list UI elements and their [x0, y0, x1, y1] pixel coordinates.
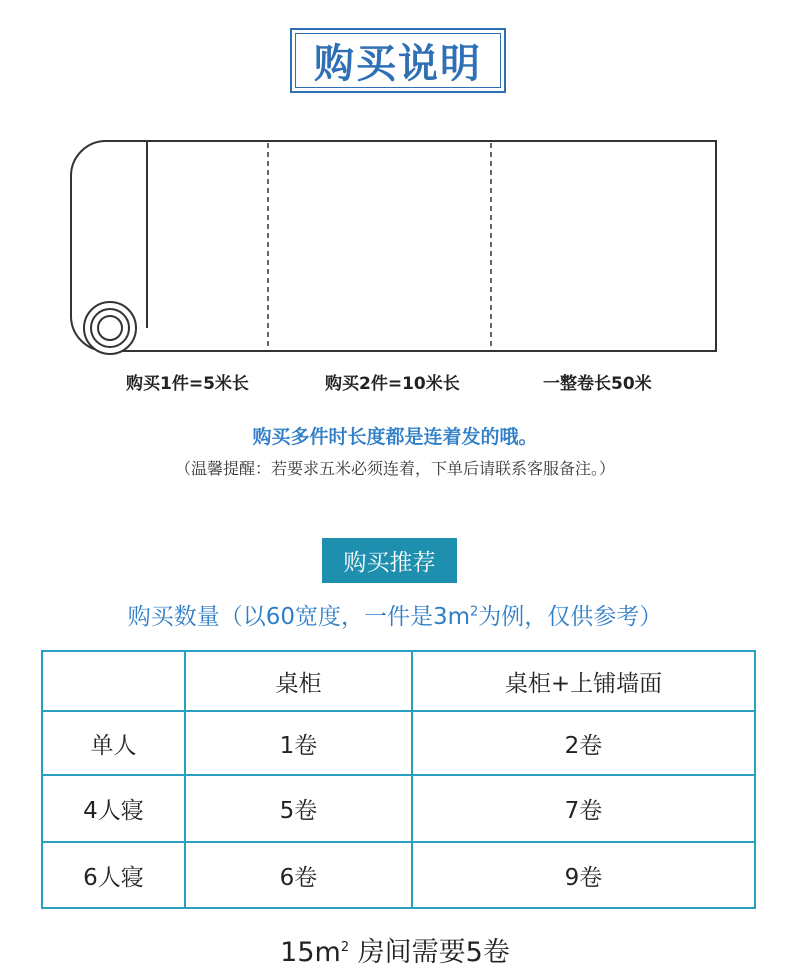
roll-label-10m: 购买2件=10米长 — [325, 374, 460, 394]
note-reminder: （温馨提醒：若要求五米必须连着，下单后请联系客服备注。） — [174, 459, 615, 478]
roll-illustration — [70, 138, 720, 356]
quantity-title-sup: 2 — [470, 604, 479, 620]
footer-note — [0, 930, 790, 969]
table-header-cell: 桌柜 — [185, 651, 412, 711]
quantity-title-prefix: 购买数量（以60宽度，一件是3m — [127, 604, 471, 630]
footer-prefix: 15m — [280, 937, 341, 968]
recommend-badge: 购买推荐 — [322, 538, 457, 583]
table-row — [42, 842, 755, 908]
table-cell: 1卷 — [185, 711, 412, 775]
table-cell: 6卷 — [185, 842, 412, 908]
quantity-title — [0, 598, 790, 631]
table-header-cell: 桌柜+上铺墙面 — [412, 651, 755, 711]
note-main: 购买多件时长度都是连着发的哦。 — [252, 426, 538, 448]
page-title: 购买说明 — [295, 33, 501, 88]
roll-outline — [71, 141, 716, 351]
table-row — [42, 711, 755, 775]
roll-label-5m: 购买1件=5米长 — [126, 374, 249, 394]
table-cell: 6人寝 — [42, 842, 185, 908]
footer-sup: 2 — [340, 940, 350, 955]
table-cell: 4人寝 — [42, 775, 185, 842]
table-row — [42, 775, 755, 842]
table-cell: 9卷 — [412, 842, 755, 908]
table-cell: 2卷 — [412, 711, 755, 775]
table-header-cell — [42, 651, 185, 711]
table-cell: 5卷 — [185, 775, 412, 842]
quantity-title-suffix: 为例，仅供参考） — [478, 604, 663, 630]
footer-suffix: 房间需要5卷 — [349, 937, 510, 968]
table-cell: 7卷 — [412, 775, 755, 842]
recommend-table — [41, 650, 756, 909]
roll-label-50m: 一整卷长50米 — [543, 374, 652, 394]
page-title-frame — [290, 28, 506, 93]
table-cell: 单人 — [42, 711, 185, 775]
table-header-row — [42, 651, 755, 711]
